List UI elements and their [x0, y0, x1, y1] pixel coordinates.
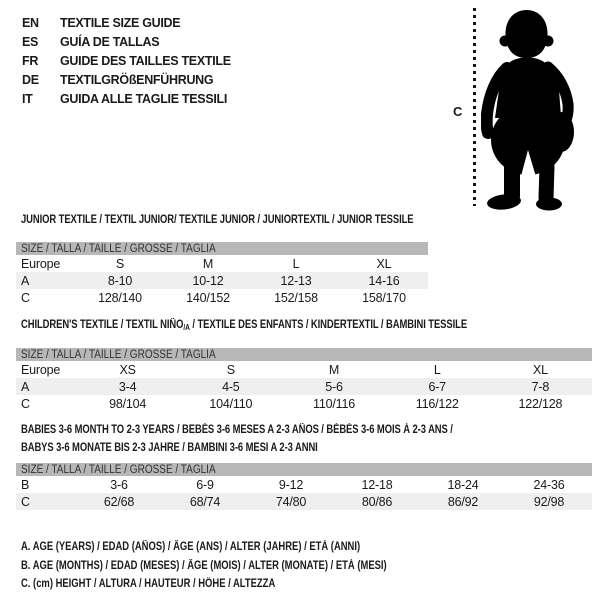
table-cell: 140/152: [186, 290, 230, 305]
table-cell: 86/92: [447, 494, 479, 509]
table-cell: 6-9: [196, 477, 214, 492]
table-cell: S: [226, 362, 235, 377]
size-header-bar: [16, 242, 428, 255]
table-row-height: [16, 493, 592, 510]
table-row-age: [16, 272, 428, 289]
row-label: Europe: [21, 256, 61, 271]
language-code: FR: [22, 53, 39, 68]
table-cell: 6-7: [428, 379, 446, 394]
language-code: IT: [22, 91, 33, 106]
table-cell: 158/170: [362, 290, 406, 305]
table-cell: 18-24: [447, 477, 479, 492]
row-label: C: [21, 494, 30, 509]
table-row-age-months: [16, 476, 592, 493]
table-cell: 9-12: [278, 477, 304, 492]
language-row-en: [22, 13, 231, 32]
row-label: B: [21, 477, 30, 492]
table-cell: M: [328, 362, 340, 377]
height-dashed-line: [473, 8, 476, 206]
table-cell: 116/122: [415, 396, 459, 411]
table-cell: XL: [376, 256, 392, 271]
table-cell: 152/158: [274, 290, 318, 305]
size-header-label: SIZE / TALLA / TAILLE / GRÖSSE / TAGLIA: [21, 463, 216, 476]
table-cell: S: [115, 256, 125, 271]
table-row-europe: [16, 255, 428, 272]
language-label: TEXTILGRÖßENFÜHRUNG: [60, 72, 214, 87]
table-cell: 4-5: [222, 379, 240, 394]
table-cell: 128/140: [98, 290, 142, 305]
table-cell: 14-16: [368, 273, 400, 288]
table-cell: 3-6: [110, 477, 128, 492]
babies-section-title-line1: BABIES 3-6 MONTH TO 2-3 YEARS / BEBÉS 3-6 MESES A 2-3 AÑOS / BÉBÉS 3-6 MOIS À 2-3 ANS /: [21, 424, 453, 436]
table-cell: 122/128: [518, 396, 563, 411]
table-cell: 7-8: [531, 379, 550, 394]
children-size-table: [16, 348, 592, 412]
table-cell: XL: [532, 362, 548, 377]
children-title-text: CHILDREN'S TEXTILE / TEXTIL NIÑO: [21, 319, 184, 331]
toddler-silhouette-image: [481, 4, 595, 211]
children-section-title: [21, 319, 467, 332]
language-label: GUIDE DES TAILLES TEXTILE: [60, 53, 231, 68]
table-cell: 3-4: [118, 379, 137, 394]
language-code: ES: [22, 34, 39, 49]
size-header-bar: [16, 463, 592, 476]
language-title-list: [22, 13, 231, 108]
language-code: DE: [22, 72, 39, 87]
size-header-bar: [16, 348, 592, 361]
table-cell: 104/110: [209, 396, 253, 411]
table-cell: XS: [119, 362, 136, 377]
table-cell: 74/80: [275, 494, 307, 509]
legend-line-a: A. AGE (YEARS) / EDAD (AÑOS) / ÂGE (ANS) / ALTER (JAHRE) / ETÀ (ANNI): [21, 541, 361, 553]
table-cell: 92/98: [533, 494, 565, 509]
language-label: GUIDA ALLE TAGLIE TESSILI: [60, 91, 228, 106]
legend-line-b: B. AGE (MONTHS) / EDAD (MESES) / ÂGE (MOIS) / ALTER (MONATE) / ETÀ (MESI): [21, 559, 387, 572]
table-row-age: [16, 378, 592, 395]
table-cell: 5-6: [325, 379, 343, 394]
height-measure-label: C: [453, 104, 463, 119]
table-row-height: [16, 289, 428, 306]
language-code: EN: [22, 15, 39, 30]
legend-line-c: C. (cm) HEIGHT / ALTURA / HAUTEUR / HÖHE / ALTEZZA: [21, 578, 276, 590]
table-cell: L: [292, 256, 300, 271]
table-cell: 12-13: [280, 273, 312, 288]
table-row-height: [16, 395, 592, 412]
children-title-text: / TEXTILE DES ENFANTS / KINDERTEXTIL / BAMBINI TESSILE: [189, 319, 468, 331]
table-cell: 12-18: [361, 477, 393, 492]
babies-section-title-line2: BABYS 3-6 MONATE BIS 2-3 JAHRE / BAMBINI 3-6 MESI A 2-3 ANNI: [21, 442, 318, 454]
table-cell: L: [433, 362, 441, 377]
language-row-es: [22, 32, 231, 51]
size-header-label: SIZE / TALLA / TAILLE / GRÖSSE / TAGLIA: [21, 242, 216, 255]
table-cell: 110/116: [313, 396, 355, 411]
row-label: C: [21, 290, 30, 305]
table-cell: 80/86: [361, 494, 393, 509]
row-label: Europe: [21, 362, 61, 377]
measure-legend: [21, 538, 467, 594]
table-cell: 10-12: [192, 273, 224, 288]
babies-size-table: [16, 463, 592, 510]
junior-size-table: [16, 242, 428, 306]
language-label: TEXTILE SIZE GUIDE: [60, 15, 181, 30]
table-row-europe: [16, 361, 592, 378]
children-title-subscript: /A: [183, 323, 190, 332]
language-label: GUÍA DE TALLAS: [60, 34, 160, 49]
language-row-de: [22, 70, 231, 89]
row-label: A: [21, 273, 30, 288]
row-label: A: [21, 379, 30, 394]
table-cell: 24-36: [533, 477, 565, 492]
table-cell: 62/68: [103, 494, 135, 509]
table-cell: 68/74: [189, 494, 221, 509]
table-cell: 8-10: [107, 273, 133, 288]
row-label: C: [21, 396, 30, 411]
table-cell: 98/104: [109, 396, 147, 411]
language-row-it: [22, 89, 231, 108]
size-header-label: SIZE / TALLA / TAILLE / GRÖSSE / TAGLIA: [21, 348, 216, 361]
language-row-fr: [22, 51, 231, 70]
table-cell: M: [202, 256, 214, 271]
junior-section-title: JUNIOR TEXTILE / TEXTIL JUNIOR/ TEXTILE JUNIOR / JUNIORTEXTIL / JUNIOR TESSILE: [21, 214, 414, 226]
